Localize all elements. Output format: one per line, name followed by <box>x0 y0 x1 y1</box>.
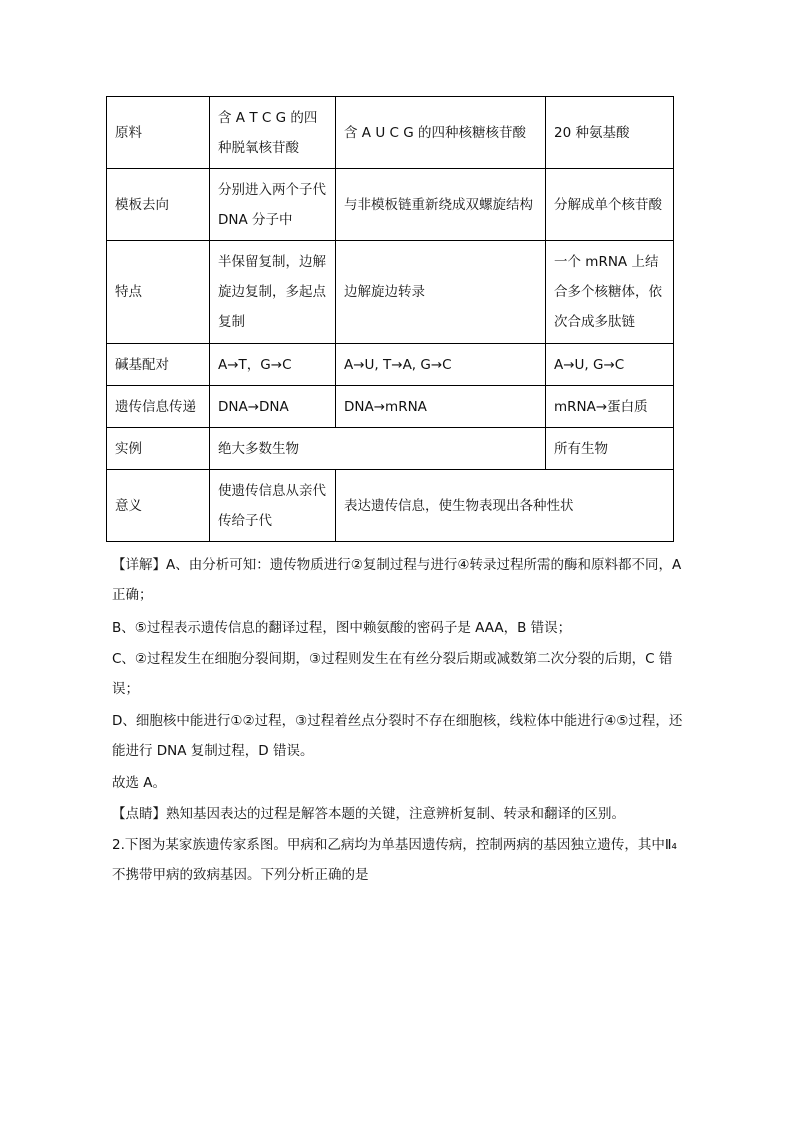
row-label: 遗传信息传递 <box>107 386 210 428</box>
table-row <box>107 241 674 344</box>
row-label: 模板去向 <box>107 169 210 241</box>
row-label: 意义 <box>107 470 210 542</box>
table-row <box>107 470 674 542</box>
transcription-cell: 边解旋边转录 <box>336 241 546 344</box>
replication-cell: 半保留复制，边解旋边复制，多起点复制 <box>210 241 336 344</box>
analysis-option-d: D、细胞核中能进行①②过程，③过程着丝点分裂时不存在细胞核，线粒体中能进行④⑤过程，还能进行 DNA 复制过程，D 错误。 <box>112 713 683 759</box>
translation-cell: 所有生物 <box>546 428 674 470</box>
analysis-option-c: C、②过程发生在细胞分裂间期，③过程则发生在有丝分裂后期或减数第二次分裂的后期，C 错误； <box>112 651 673 697</box>
table-row <box>107 344 674 386</box>
translation-cell: mRNA→蛋白质 <box>546 386 674 428</box>
question-2: 2.下图为某家族遗传家系图。甲病和乙病均为单基因遗传病，控制两病的基因独立遗传，其中Ⅱ₄不携带甲病的致病基因。下列分析正确的是 <box>112 837 677 883</box>
table-row <box>107 169 674 241</box>
transcription-cell: 含 A U C G 的四种核糖核苷酸 <box>336 97 546 169</box>
transcription-cell: A→U, T→A, G→C <box>336 344 546 386</box>
table-row <box>107 386 674 428</box>
replication-cell: DNA→DNA <box>210 386 336 428</box>
translation-cell: 一个 mRNA 上结合多个核糖体，依次合成多肽链 <box>546 241 674 344</box>
translation-cell: A→U, G→C <box>546 344 674 386</box>
analysis-option-b: B、⑤过程表示遗传信息的翻译过程，图中赖氨酸的密码子是 AAA，B 错误； <box>112 620 572 636</box>
transcription-cell: DNA→mRNA <box>336 386 546 428</box>
row-label: 碱基配对 <box>107 344 210 386</box>
transcription-cell: 与非模板链重新绕成双螺旋结构 <box>336 169 546 241</box>
translation-cell: 20 种氨基酸 <box>546 97 674 169</box>
analysis-detail: 【详解】A、由分析可知：遗传物质进行②复制过程与进行④转录过程所需的酶和原料都不同，A 正确； <box>112 557 682 603</box>
table-row <box>107 428 674 470</box>
replication-cell: 分别进入两个子代 DNA 分子中 <box>210 169 336 241</box>
row-label: 原料 <box>107 97 210 169</box>
answer-choice: 故选 A。 <box>112 775 167 791</box>
row-label: 实例 <box>107 428 210 470</box>
replication-cell: 使遗传信息从亲代传给子代 <box>210 470 336 542</box>
comparison-table <box>106 96 674 542</box>
replication-cell: 含 A T C G 的四种脱氧核苷酸 <box>210 97 336 169</box>
table-row <box>107 97 674 169</box>
translation-cell: 分解成单个核苷酸 <box>546 169 674 241</box>
merged-cell: 表达遗传信息，使生物表现出各种性状 <box>336 470 674 542</box>
merged-cell: 绝大多数生物 <box>210 428 546 470</box>
key-point: 【点睛】熟知基因表达的过程是解答本题的关键，注意辨析复制、转录和翻译的区别。 <box>112 806 625 822</box>
row-label: 特点 <box>107 241 210 344</box>
replication-cell: A→T，G→C <box>210 344 336 386</box>
